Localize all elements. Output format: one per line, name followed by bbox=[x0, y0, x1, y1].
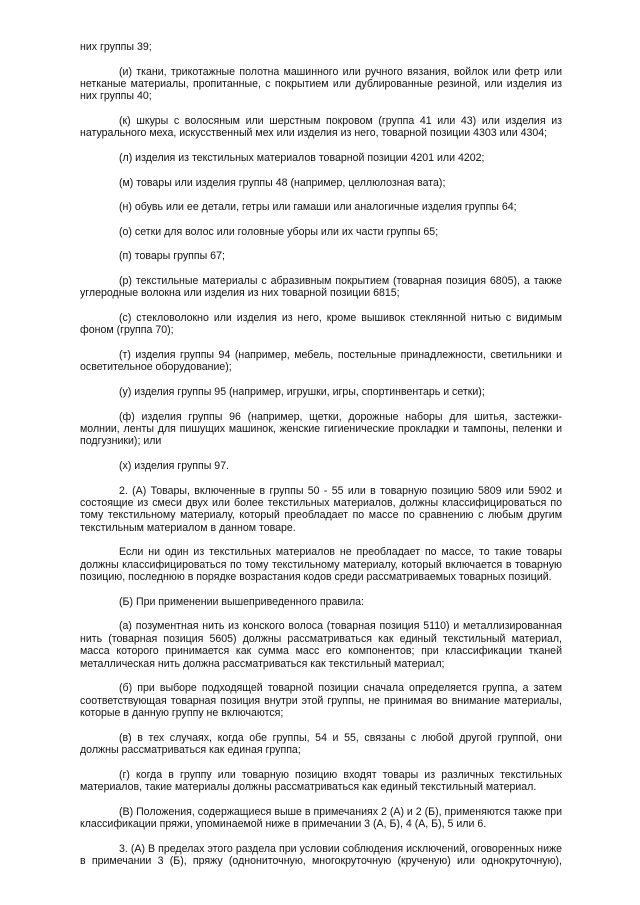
paragraph-continuation: них группы 39; bbox=[80, 41, 152, 53]
paragraph-item-t: (т) изделия группы 94 (например, мебель, постельные принадлежности, светильники и осветительное оборудование); bbox=[80, 348, 562, 374]
paragraph-note-3a: 3. (А) В пределах этого раздела при условии соблюдения исключений, оговоренных ниже в примечании 3 (Б), пряжу (однониточную, многокруточную (крученую) или однокруточную), bbox=[80, 842, 562, 867]
paragraph-item-k: (к) шкуры с волосяным или шерстным покровом (группа 41 или 43) или изделия из натурального меха, искусственный мех или изделия из него, товарной позиции 4303 или 4304; bbox=[80, 115, 562, 140]
paragraph-item-r: (р) текстильные материалы с абразивным покрытием (товарная позиция 6805), а также углеродные волокна или изделия из них товарной позиции 6815; bbox=[80, 274, 562, 300]
paragraph-item-s: (с) стекловолокно или изделия из него, кроме вышивок стеклянной нитью с видимым фоном (группа 70); bbox=[80, 311, 562, 337]
paragraph-note-2b-g: (г) когда в группу или товарную позицию входят товары из различных текстильных материалов, такие материалы должны рассматриваться как единый текстильный материал. bbox=[80, 768, 562, 793]
paragraph-item-p: (п) товары группы 67; bbox=[119, 250, 225, 263]
paragraph-item-o: (о) сетки для волос или головные уборы или их части группы 65; bbox=[119, 225, 439, 238]
paragraph-item-i: (и) ткани, трикотажные полотна машинного или ручного вязания, войлок или фетр или нетканые материалы, пропитанные, с покрытием или дублированные резиной, или изделия из них группы 40; bbox=[80, 65, 562, 103]
paragraph-note-2v: (В) Положения, содержащиеся выше в примечаниях 2 (А) и 2 (Б), применяются также при классификации пряжи, упоминаемой ниже в примечании 3 (А, Б), 4 (А, Б), 5 или 6. bbox=[80, 805, 562, 830]
paragraph-item-l: (л) изделия из текстильных материалов товарной позиции 4201 или 4202; bbox=[119, 152, 485, 164]
paragraph-item-n: (н) обувь или ее детали, гетры или гамаши или аналогичные изделия группы 64; bbox=[119, 201, 517, 214]
paragraph-item-u: (у) изделия группы 95 (например, игрушки, игры, спортинвентарь и сетки); bbox=[119, 385, 485, 398]
paragraph-item-kh: (х) изделия группы 97. bbox=[119, 459, 230, 472]
paragraph-note-2b: (Б) При применении вышеприведенного правила: bbox=[119, 595, 364, 608]
document-page bbox=[80, 41, 562, 880]
paragraph-note-2a: 2. (А) Товары, включенные в группы 50 - 55 или в товарную позицию 5809 или 5902 и состоящие из смеси двух или более текстильных материалов, должны классифицироваться по тому текстильному материалу, который преобладает по массе по сравнению с любым другим текстильным материалом в данном товаре. bbox=[80, 484, 562, 534]
paragraph-note-2a-cont: Если ни один из текстильных материалов не преобладает по массе, то такие товары должны классифицироваться по тому текстильному материалу, который включается в товарную позицию, последнюю в порядке возрастания кодов среди рассматриваемых товарных позиций. bbox=[80, 546, 562, 584]
paragraph-note-2b-b: (б) при выборе подходящей товарной позиции сначала определяется группа, а затем соответствующая товарная позиция внутри этой группы, не принимая во внимание материалы, которые в данную группу не включаются; bbox=[80, 682, 562, 719]
paragraph-item-f: (ф) изделия группы 96 (например, щетки, дорожные наборы для шитья, застежки-молнии, ленты для пишущих машинок, женские гигиенические прокладки и тампоны, пеленки и подгузники); или bbox=[80, 410, 562, 448]
paragraph-note-2b-a: (а) позументная нить из конского волоса (товарная позиция 5110) и металлизированная нить (товарная позиция 5605) должны рассматриваться как единый текстильный материал, масса которого принимается как сумма масс его компонентов; при классификации тканей металлическая нить должна рассматриваться как текстильный материал; bbox=[80, 620, 562, 670]
paragraph-note-2b-v: (в) в тех случаях, когда обе группы, 54 и 55, связаны с любой другой группой, они должны рассматриваться как единая группа; bbox=[80, 731, 562, 756]
paragraph-item-m: (м) товары или изделия группы 48 (например, целлюлозная вата); bbox=[119, 176, 446, 189]
